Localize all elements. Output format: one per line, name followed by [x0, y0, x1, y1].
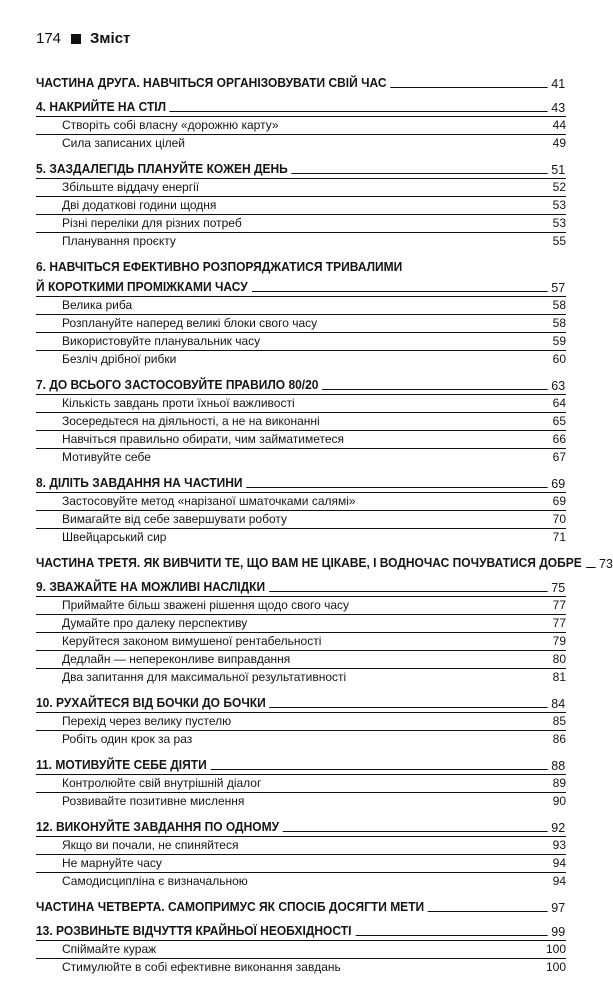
- chapter-heading[interactable]: [36, 476, 565, 491]
- chapter-heading[interactable]: [36, 758, 565, 773]
- page-ref: 63: [551, 378, 566, 393]
- toc-entry[interactable]: [36, 855, 566, 873]
- page-ref: 79: [552, 634, 566, 648]
- page-ref: 60: [552, 352, 566, 366]
- page-ref: 90: [552, 794, 566, 808]
- toc-entry[interactable]: [36, 669, 566, 686]
- entry-title: Застосовуйте метод «нарізаної шматочками салямі»: [62, 494, 356, 508]
- leader-line: [211, 769, 548, 770]
- toc-entry[interactable]: [36, 395, 566, 413]
- entry-title: Кількість завдань проти їхньої важливості: [62, 396, 295, 410]
- entry-title: Стимулюйте в собі ефективне виконання завдань: [62, 960, 341, 974]
- leader-line: [283, 831, 547, 832]
- table-of-contents: [36, 76, 613, 986]
- page-title: Зміст: [90, 30, 131, 47]
- entry-title: Збільште віддачу енергії: [62, 180, 200, 194]
- entry-title: Два запитання для максимальної результативності: [62, 670, 347, 684]
- page-ref: 94: [552, 874, 566, 888]
- toc-entry[interactable]: [36, 297, 566, 315]
- chapter-heading[interactable]: [36, 696, 565, 711]
- toc-chapter: [36, 260, 566, 368]
- page-ref: 51: [551, 162, 566, 177]
- toc-entry[interactable]: [36, 215, 566, 233]
- leader-line: [355, 935, 547, 936]
- toc-entry[interactable]: [36, 135, 566, 152]
- page-ref: 84: [551, 696, 566, 711]
- page-ref: 92: [551, 820, 566, 835]
- chapter-title: Й КОРОТКИМИ ПРОМІЖКАМИ ЧАСУ: [36, 280, 248, 294]
- page-ref: 41: [551, 76, 566, 91]
- toc-entry[interactable]: [36, 959, 566, 976]
- entry-title: Керуйтеся законом вимушеної рентабельності: [62, 634, 322, 648]
- part-heading[interactable]: [36, 900, 565, 915]
- toc-entry[interactable]: [36, 873, 566, 890]
- chapter-title: 6. НАВЧІТЬСЯ ЕФЕКТИВНО РОЗПОРЯДЖАТИСЯ ТРИВАЛИМИ: [36, 260, 403, 274]
- page-ref: 44: [552, 118, 566, 132]
- part-title: ЧАСТИНА ТРЕТЯ. ЯК ВИВЧИТИ ТЕ, ЩО ВАМ НЕ ЦІКАВЕ, І ВОДНОЧАС ПОЧУВАТИСЯ ДОБРЕ: [36, 556, 582, 570]
- page-ref: 69: [552, 494, 566, 508]
- page-header: [36, 30, 130, 47]
- chapter-title: 12. ВИКОНУЙТЕ ЗАВДАННЯ ПО ОДНОМУ: [36, 820, 280, 834]
- entry-title: Зосередьтеся на діяльності, а не на виконанні: [62, 414, 320, 428]
- page-ref: 67: [552, 450, 566, 464]
- entry-title: Створіть собі власну «дорожню карту»: [62, 118, 279, 132]
- entry-title: Думайте про далеку перспективу: [62, 616, 248, 630]
- entry-title: Різні переліки для різних потреб: [62, 216, 242, 230]
- toc-entry[interactable]: [36, 731, 566, 748]
- page-ref: 65: [552, 414, 566, 428]
- leader-line: [170, 111, 548, 112]
- page-ref: 77: [552, 616, 566, 630]
- chapter-heading[interactable]: [36, 378, 565, 393]
- entry-title: Якщо ви почали, не спиняйтеся: [62, 838, 239, 852]
- toc-chapter: [36, 580, 566, 686]
- toc-part: [36, 556, 613, 571]
- toc-entry[interactable]: [36, 449, 566, 466]
- page-ref: 75: [551, 580, 566, 595]
- toc-entry[interactable]: [36, 793, 566, 810]
- leader-line: [270, 707, 548, 708]
- toc-entry[interactable]: [36, 117, 566, 135]
- toc-entry[interactable]: [36, 351, 566, 368]
- leader-line: [292, 173, 548, 174]
- chapter-heading[interactable]: [36, 580, 565, 595]
- toc-chapter: [36, 476, 566, 546]
- toc-entry[interactable]: [36, 413, 566, 431]
- entry-title: Розплануйте наперед великі блоки свого часу: [62, 316, 318, 330]
- entry-title: Сила записаних цілей: [62, 136, 186, 150]
- entry-title: Використовуйте планувальник часу: [62, 334, 261, 348]
- leader-line: [428, 911, 547, 912]
- part-title: ЧАСТИНА ЧЕТВЕРТА. САМОПРИМУС ЯК СПОСІБ ДОСЯГТИ МЕТИ: [36, 900, 425, 914]
- entry-title: Контролюйте свій внутрішній діалог: [62, 776, 262, 790]
- toc-chapter: [36, 820, 566, 890]
- chapter-title: 13. РОЗВИНЬТЕ ВІДЧУТТЯ КРАЙНЬОЇ НЕОБХІДНОСТІ: [36, 924, 352, 938]
- page-ref: 49: [552, 136, 566, 150]
- toc-entry[interactable]: [36, 315, 566, 333]
- toc-part: [36, 900, 566, 915]
- section-list: [36, 116, 566, 152]
- part-heading[interactable]: [36, 76, 565, 91]
- chapter-title: 10. РУХАЙТЕСЯ ВІД БОЧКИ ДО БОЧКИ: [36, 696, 266, 710]
- chapter-title: 9. ЗВАЖАЙТЕ НА МОЖЛИВІ НАСЛІДКИ: [36, 580, 266, 594]
- page-ref: 85: [552, 714, 566, 728]
- toc-chapter: [36, 378, 566, 466]
- page-ref: 64: [552, 396, 566, 410]
- part-heading[interactable]: [36, 556, 613, 571]
- part-title: ЧАСТИНА ДРУГА. НАВЧІТЬСЯ ОРГАНІЗОВУВАТИ СВІЙ ЧАС: [36, 76, 387, 90]
- chapter-title: 7. ДО ВСЬОГО ЗАСТОСОВУЙТЕ ПРАВИЛО 80/20: [36, 378, 319, 392]
- page-ref: 86: [552, 732, 566, 746]
- section-list: [36, 774, 566, 810]
- chapter-title: 11. МОТИВУЙТЕ СЕБЕ ДІЯТИ: [36, 758, 207, 772]
- section-list: [36, 492, 566, 546]
- page-ref: 43: [551, 100, 566, 115]
- page-ref: 52: [552, 180, 566, 194]
- page-ref: 89: [552, 776, 566, 790]
- toc-entry[interactable]: [36, 233, 566, 250]
- page-ref: 69: [551, 476, 566, 491]
- toc-entry[interactable]: [36, 713, 566, 731]
- toc-entry[interactable]: [36, 837, 566, 855]
- leader-line: [252, 291, 548, 292]
- toc-entry[interactable]: [36, 493, 566, 511]
- page-number: 174: [36, 30, 62, 47]
- leader-line: [246, 487, 547, 488]
- toc-part: [36, 76, 566, 91]
- section-list: [36, 178, 566, 250]
- page-ref: 53: [552, 216, 566, 230]
- entry-title: Планування проєкту: [62, 234, 176, 248]
- page-ref: 53: [552, 198, 566, 212]
- section-list: [36, 712, 566, 748]
- chapter-heading[interactable]: [36, 280, 565, 295]
- toc-entry[interactable]: [36, 775, 566, 793]
- entry-title: Самодисципліна є визначальною: [62, 874, 248, 888]
- page-ref: 94: [552, 856, 566, 870]
- chapter-title: 5. ЗАЗДАЛЕГІДЬ ПЛАНУЙТЕ КОЖЕН ДЕНЬ: [36, 162, 288, 176]
- toc-entry[interactable]: [36, 651, 566, 669]
- entry-title: Безліч дрібної рибки: [62, 352, 177, 366]
- chapter-title: 4. НАКРИЙТЕ НА СТІЛ: [36, 100, 167, 114]
- chapter-heading[interactable]: [36, 100, 565, 115]
- toc-entry[interactable]: [36, 633, 566, 651]
- toc-entry[interactable]: [36, 179, 566, 197]
- toc-entry[interactable]: [36, 615, 566, 633]
- toc-chapter: [36, 162, 566, 250]
- entry-title: Розвивайте позитивне мислення: [62, 794, 245, 808]
- toc-entry[interactable]: [36, 941, 566, 959]
- page-ref: 73: [599, 556, 613, 571]
- entry-title: Спіймайте кураж: [62, 942, 157, 956]
- page-ref: 80: [552, 652, 566, 666]
- toc-entry[interactable]: [36, 333, 566, 351]
- toc-chapter: [36, 696, 566, 748]
- page-ref: 77: [552, 598, 566, 612]
- page-ref: 99: [551, 924, 566, 939]
- entry-title: Робіть один крок за раз: [62, 732, 193, 746]
- page-ref: 58: [552, 316, 566, 330]
- chapter-title: 8. ДІЛІТЬ ЗАВДАННЯ НА ЧАСТИНИ: [36, 476, 243, 490]
- section-list: [36, 296, 566, 368]
- entry-title: Швейцарський сир: [62, 530, 167, 544]
- page-ref: 100: [545, 960, 566, 974]
- chapter-heading-line[interactable]: [36, 260, 565, 275]
- page-ref: 93: [552, 838, 566, 852]
- section-list: [36, 836, 566, 890]
- square-bullet-icon: [71, 34, 81, 44]
- entry-title: Дедлайн — непереконливе виправдання: [62, 652, 291, 666]
- page-ref: 88: [551, 758, 566, 773]
- page-ref: 97: [551, 900, 566, 915]
- page-ref: 59: [552, 334, 566, 348]
- toc-entry[interactable]: [36, 431, 566, 449]
- entry-title: Не марнуйте часу: [62, 856, 162, 870]
- entry-title: Велика риба: [62, 298, 133, 312]
- toc-entry[interactable]: [36, 511, 566, 529]
- leader-line: [586, 567, 596, 568]
- page-ref: 58: [552, 298, 566, 312]
- toc-entry[interactable]: [36, 597, 566, 615]
- leader-line: [269, 591, 547, 592]
- page-ref: 81: [552, 670, 566, 684]
- toc-chapter: [36, 758, 566, 810]
- entry-title: Дві додаткові години щодня: [62, 198, 217, 212]
- section-list: [36, 394, 566, 466]
- leader-line: [322, 389, 547, 390]
- page-ref: 55: [552, 234, 566, 248]
- entry-title: Навчіться правильно обирати, чим займатиметеся: [62, 432, 345, 446]
- page-ref: 71: [552, 530, 566, 544]
- chapter-heading[interactable]: [36, 820, 565, 835]
- toc-chapter: [36, 100, 566, 152]
- page-ref: 66: [552, 432, 566, 446]
- page-ref: 70: [552, 512, 566, 526]
- page-ref: 100: [545, 942, 566, 956]
- entry-title: Мотивуйте себе: [62, 450, 151, 464]
- leader-line: [390, 87, 547, 88]
- entry-title: Вимагайте від себе завершувати роботу: [62, 512, 287, 526]
- page-ref: 57: [551, 280, 566, 295]
- toc-entry[interactable]: [36, 197, 566, 215]
- toc-chapter: [36, 924, 566, 976]
- entry-title: Перехід через велику пустелю: [62, 714, 232, 728]
- toc-entry[interactable]: [36, 529, 566, 546]
- section-list: [36, 596, 566, 686]
- chapter-heading[interactable]: [36, 162, 565, 177]
- entry-title: Приймайте більш зважені рішення щодо свого часу: [62, 598, 350, 612]
- section-list: [36, 940, 566, 976]
- chapter-heading[interactable]: [36, 924, 565, 939]
